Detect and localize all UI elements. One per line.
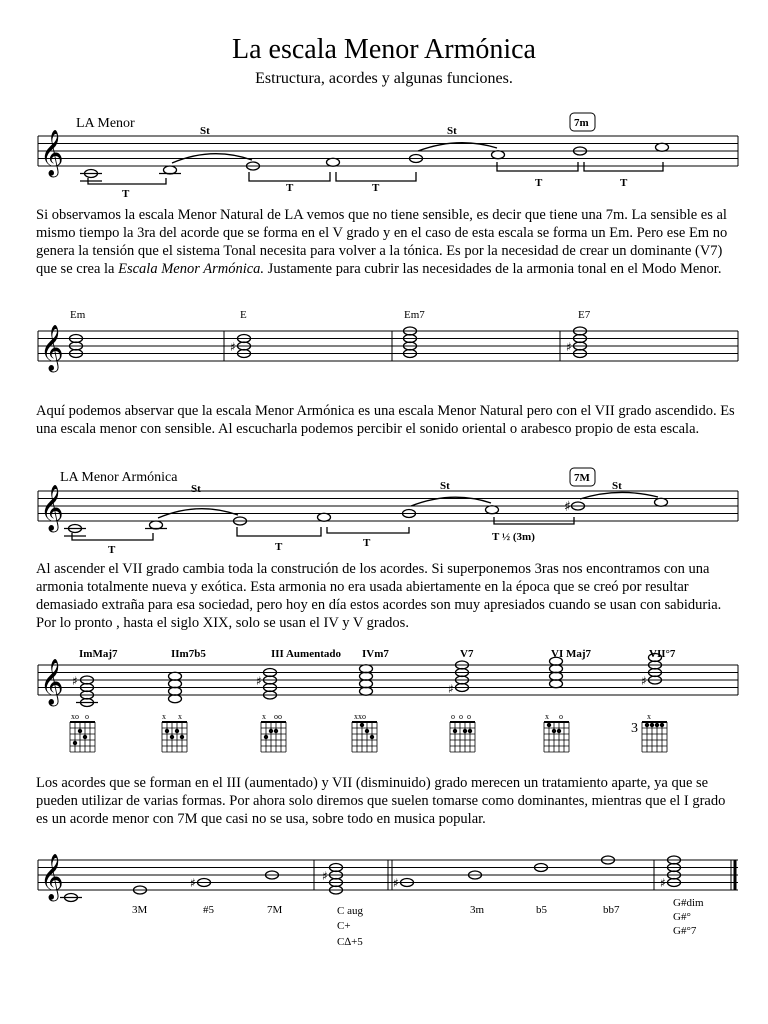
staff-lines bbox=[38, 331, 738, 361]
chord-name: Em7 bbox=[404, 309, 425, 321]
st-mark: St bbox=[200, 125, 210, 137]
st-mark: St bbox=[612, 480, 622, 492]
svg-text:xxo: xxo bbox=[354, 712, 366, 721]
page-title: La escala Menor Armónica bbox=[232, 34, 536, 65]
svg-text:♯: ♯ bbox=[190, 876, 196, 890]
notes bbox=[64, 492, 668, 540]
dim-chord-names bbox=[673, 897, 704, 937]
svg-text:♯: ♯ bbox=[448, 682, 454, 696]
scale-label: LA Menor bbox=[76, 116, 135, 131]
chord-name: E bbox=[240, 309, 247, 321]
paragraph-1 bbox=[36, 206, 738, 278]
st-mark: St bbox=[191, 483, 201, 495]
svg-text:♯: ♯ bbox=[322, 869, 328, 883]
staff-system-e-chords bbox=[0, 305, 768, 385]
chord-notes bbox=[70, 327, 587, 358]
svg-text:3M: 3M bbox=[132, 904, 148, 916]
svg-text:♯: ♯ bbox=[641, 674, 647, 688]
fret-number: 3 bbox=[631, 721, 638, 736]
svg-text:x oo: x oo bbox=[262, 712, 282, 721]
st-mark: St bbox=[447, 125, 457, 137]
chord-diagram bbox=[450, 722, 475, 752]
t-mark: T bbox=[535, 177, 543, 189]
svg-text:C+: C+ bbox=[337, 920, 351, 932]
sharp-sign: ♯ bbox=[230, 340, 236, 354]
svg-text:x x: x x bbox=[162, 712, 182, 721]
chord-diagram bbox=[544, 722, 569, 752]
interval-labels bbox=[132, 904, 620, 916]
t-mark: T bbox=[275, 541, 283, 553]
paragraph-2: Aquí podemos abservar que la escala Menor Armónica es una escala Menor Natural pero con el VII grado ascendido. Es una escala menor con sensible. Al escucharla podemos percibir el sonido oriental o arabesco propio de esta escala. bbox=[36, 403, 735, 437]
chord-name: ImMaj7 bbox=[79, 648, 118, 660]
svg-text:7M: 7M bbox=[267, 904, 283, 916]
chord-name: V7 bbox=[460, 648, 474, 660]
staff-lines bbox=[38, 860, 738, 890]
fret-marks bbox=[71, 712, 651, 721]
t-half-mark: T ½ (3m) bbox=[492, 531, 535, 543]
notes bbox=[80, 143, 669, 184]
svg-text:x o: x o bbox=[545, 712, 563, 721]
svg-text:G#°: G#° bbox=[673, 911, 691, 923]
staff-system-aug-dim bbox=[0, 848, 768, 968]
svg-text:G#dim: G#dim bbox=[673, 897, 704, 909]
treble-clef: 𝄞 bbox=[40, 130, 64, 176]
staff-system-a-harmonic-minor bbox=[0, 465, 768, 565]
t-mark: T bbox=[108, 544, 116, 556]
chord-name: III Aumentado bbox=[271, 648, 341, 660]
svg-text:C∆+5: C∆+5 bbox=[337, 936, 363, 948]
svg-text:#5: #5 bbox=[203, 904, 214, 916]
svg-text:b5: b5 bbox=[536, 904, 547, 916]
chord-diagram bbox=[642, 722, 667, 752]
notes bbox=[60, 856, 681, 902]
svg-text:♯: ♯ bbox=[393, 876, 399, 890]
interval-box-label: 7M bbox=[574, 472, 590, 484]
t-mark: T bbox=[620, 177, 628, 189]
paragraph-4: Los acordes que se forman en el III (aumentado) y VII (disminuido) grado merecen un tratamiento aparte, ya que se pueden utilizar de varias formas. Por ahora solo diremos que suelen tomarse como dominantes, mientras que el I grado es un acorde menor con 7M que casi no se usa, sobre todo en musica popular. bbox=[36, 775, 726, 827]
paragraph-1-text: Si observamos la escala Menor Natural de LA vemos que no tiene sensible, es decir que tiene una 7m. La sensible es al mismo tiempo la 3ra del acorde que se forma en el V grado y en el caso de esta escala se forma un Em. Pero ese Em no genera la tensión que el sistema Tonal necesita para volver a la tónica. Es por la necesidad de crear un dominante (V7) que se crea la bbox=[36, 207, 728, 277]
chord-name: IVm7 bbox=[362, 648, 389, 660]
sharp-signs bbox=[190, 869, 666, 890]
svg-text:G#°7: G#°7 bbox=[673, 925, 697, 937]
paragraph-1-end: Justamente para cubrir las necesidades de la armonia tonal en el Modo Menor. bbox=[264, 261, 722, 277]
chord-diagram bbox=[352, 722, 377, 752]
staff-lines bbox=[38, 491, 738, 521]
sharp-sign: ♯ bbox=[566, 340, 572, 354]
svg-text:C aug: C aug bbox=[337, 905, 363, 917]
chord-diagram bbox=[70, 722, 95, 752]
chord-name: VII°7 bbox=[649, 648, 676, 660]
svg-text:♯: ♯ bbox=[660, 876, 666, 890]
svg-text:bb7: bb7 bbox=[603, 904, 620, 916]
svg-text:o o o: o o o bbox=[451, 712, 471, 721]
chord-diagrams bbox=[70, 722, 667, 752]
paragraph-3: Al ascender el VII grado cambia toda la construción de los acordes. Si superponemos 3ras nos encontramos con una armonia totalmente nueva y exótica. Esta armonia no era usada abiertamente en la época que se creó por resultar demasiado extraña para esa sociedad, pero hoy en día estos acordes son muy apresiados cuando se usan con sabiduria. Por lo pronto , hasta el siglo XIX, solo se usan el IV y V grados. bbox=[36, 561, 722, 631]
staff-system-harmonic-chords bbox=[0, 645, 768, 755]
svg-text:♯: ♯ bbox=[256, 674, 262, 688]
sharp-sign: ♯ bbox=[564, 499, 571, 515]
treble-clef: 𝄞 bbox=[40, 325, 64, 371]
chord-name: IIm7b5 bbox=[171, 648, 206, 660]
svg-text:3m: 3m bbox=[470, 904, 485, 916]
page-subtitle: Estructura, acordes y algunas funciones. bbox=[255, 70, 513, 87]
t-mark: T bbox=[372, 182, 380, 194]
svg-text:x: x bbox=[647, 712, 651, 721]
chord-diagram bbox=[162, 722, 187, 752]
svg-text:xo o: xo o bbox=[71, 712, 89, 721]
t-mark: T bbox=[363, 537, 371, 549]
paragraph-1-emphasis: Escala Menor Armónica. bbox=[118, 261, 265, 277]
aug-chord-names bbox=[337, 905, 363, 948]
staff-lines bbox=[38, 665, 738, 695]
t-mark: T bbox=[122, 188, 130, 200]
chord-diagram bbox=[261, 722, 286, 752]
chord-name: Em bbox=[70, 309, 86, 321]
treble-clef: 𝄞 bbox=[40, 854, 64, 900]
treble-clef: 𝄞 bbox=[40, 659, 64, 705]
st-mark: St bbox=[440, 480, 450, 492]
treble-clef: 𝄞 bbox=[40, 485, 64, 531]
t-mark: T bbox=[286, 182, 294, 194]
interval-box-label: 7m bbox=[574, 117, 589, 129]
chord-name: E7 bbox=[578, 309, 591, 321]
scale-label: LA Menor Armónica bbox=[60, 470, 178, 485]
staff-lines bbox=[38, 136, 738, 166]
svg-text:♯: ♯ bbox=[72, 674, 78, 688]
chord-name: VI Maj7 bbox=[551, 648, 592, 660]
